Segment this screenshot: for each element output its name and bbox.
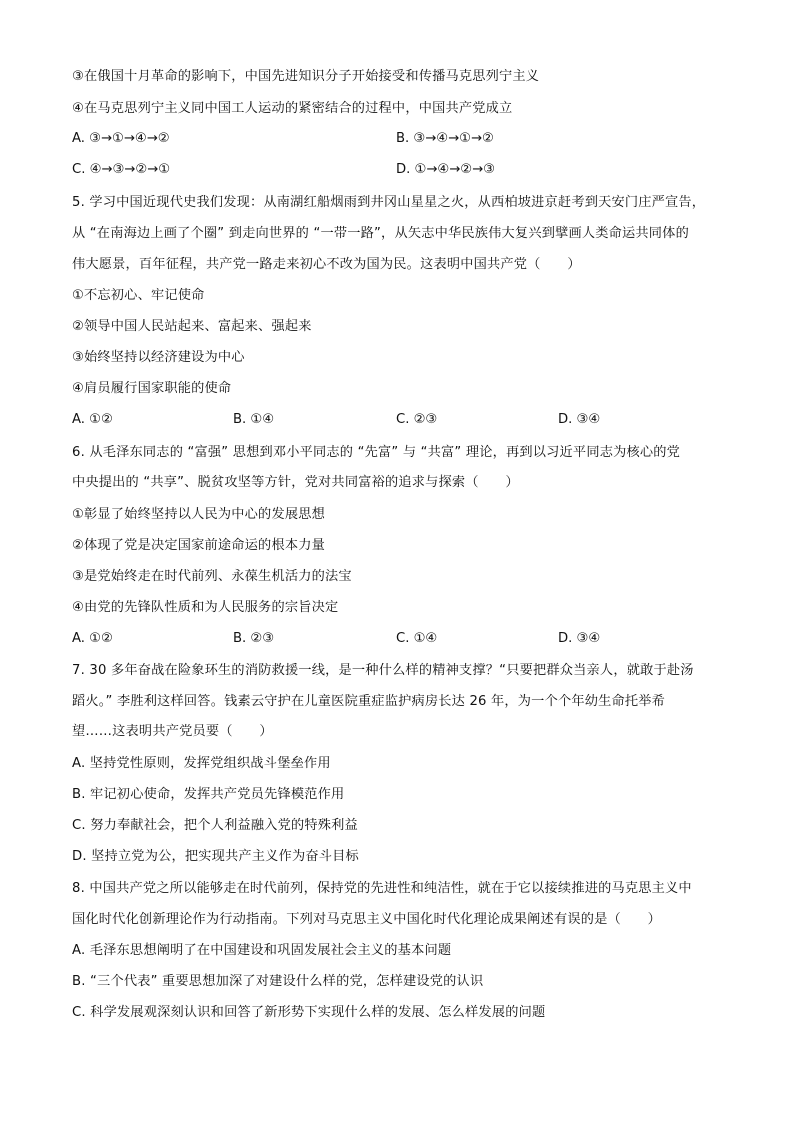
- q5-option-a: A. ①②: [72, 412, 113, 427]
- q5-stem-line-2: 从 “在南海边上画了个圈” 到走向世界的 “一带一路”，从矢志中华民族伟大复兴到擘画人类命运共同体的: [72, 226, 689, 241]
- q7-option-c: C. 努力奉献社会，把个人利益融入党的特殊利益: [72, 818, 358, 833]
- q5-statement-2: ②领导中国人民站起来、富起来、强起来: [72, 319, 312, 334]
- q5-stem-line-1: 5. 学习中国近现代史我们发现：从南湖红船烟雨到井冈山星星之火，从西柏坡进京赶考到天安门庄严宣告，: [72, 195, 706, 210]
- q4-option-a: A. ③→①→④→②: [72, 131, 170, 146]
- q5-option-c: C. ②③: [396, 412, 438, 427]
- q8-stem-line-2: 国化时代化创新理论作为行动指南。下列对马克思主义中国化时代化理论成果阐述有误的是（ ）: [72, 912, 662, 927]
- q6-option-c: C. ①④: [396, 631, 438, 646]
- q8-option-b: B. “三个代表” 重要思想加深了对建设什么样的党，怎样建设党的认识: [72, 974, 484, 989]
- q4-option-c: C. ④→③→②→①: [72, 162, 171, 177]
- q6-statement-2: ②体现了党是决定国家前途命运的根本力量: [72, 538, 325, 553]
- q5-stem-line-3: 伟大愿景，百年征程，共产党一路走来初心不改为国为民。这表明中国共产党（ ）: [72, 257, 581, 272]
- q6-option-d: D. ③④: [558, 631, 601, 646]
- q5-statement-4: ④肩员履行国家职能的使命: [72, 381, 232, 396]
- q8-option-a: A. 毛泽东思想阐明了在中国建设和巩固发展社会主义的基本问题: [72, 943, 452, 958]
- q7-stem-line-3: 望……这表明共产党员要（ ）: [72, 724, 273, 739]
- q6-stem-line-2: 中央提出的 “共享”、脱贫攻坚等方针，党对共同富裕的追求与探索（ ）: [72, 475, 519, 490]
- q6-option-a: A. ①②: [72, 631, 113, 646]
- q8-option-c: C. 科学发展观深刻认识和回答了新形势下实现什么样的发展、怎么样发展的问题: [72, 1005, 546, 1020]
- q6-statement-4: ④由党的先锋队性质和为人民服务的宗旨决定: [72, 600, 339, 615]
- q5-option-d: D. ③④: [558, 412, 601, 427]
- q4-statement-4: ④在马克思列宁主义同中国工人运动的紧密结合的过程中，中国共产党成立: [72, 101, 513, 116]
- q7-option-b: B. 牢记初心使命，发挥共产党员先锋模范作用: [72, 787, 345, 802]
- q6-statement-3: ③是党始终走在时代前列、永葆生机活力的法宝: [72, 569, 352, 584]
- q5-option-b: B. ①④: [233, 412, 275, 427]
- q4-option-b: B. ③→④→①→②: [396, 131, 494, 146]
- q7-stem-line-2: 蹈火。” 李胜利这样回答。钱素云守护在儿童医院重症监护病房长达 26 年，为一个个年幼生命托举希: [72, 694, 666, 709]
- q5-statement-3: ③始终坚持以经济建设为中心: [72, 350, 245, 365]
- q7-stem-line-1: 7. 30 多年奋战在险象环生的消防救援一线，是一种什么样的精神支撑？“只要把群众当亲人，就敢于赴汤: [72, 663, 694, 678]
- q5-statement-1: ①不忘初心、牢记使命: [72, 288, 205, 303]
- q6-stem-line-1: 6. 从毛泽东同志的 “富强” 思想到邓小平同志的 “先富” 与 “共富” 理论，再到以习近平同志为核心的党: [72, 445, 681, 460]
- q4-option-d: D. ①→④→②→③: [396, 162, 495, 177]
- q8-stem-line-1: 8. 中国共产党之所以能够走在时代前列，保持党的先进性和纯洁性，就在于它以接续推进的马克思主义中: [72, 881, 692, 896]
- q7-option-d: D. 坚持立党为公，把实现共产主义作为奋斗目标: [72, 849, 359, 864]
- q6-statement-1: ①彰显了始终坚持以人民为中心的发展思想: [72, 507, 325, 522]
- q4-statement-3: ③在俄国十月革命的影响下，中国先进知识分子开始接受和传播马克思列宁主义: [72, 69, 540, 84]
- q7-option-a: A. 坚持党性原则，发挥党组织战斗堡垒作用: [72, 756, 331, 771]
- q6-option-b: B. ②③: [233, 631, 275, 646]
